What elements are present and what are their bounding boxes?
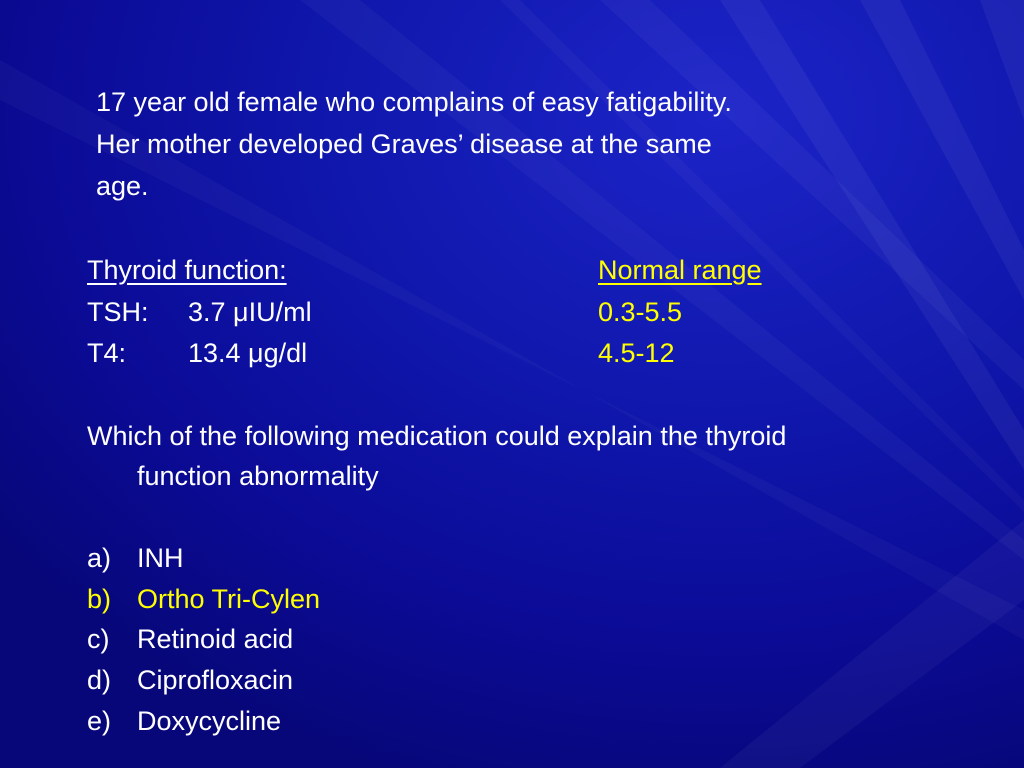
option-c-text: Retinoid acid — [137, 624, 294, 654]
option-a-text: INH — [137, 543, 184, 573]
vignette-line-2: Her mother developed Graves’ disease at the same — [96, 129, 712, 159]
option-b-letter: b) — [87, 584, 112, 614]
t4-normal-range: 4.5-12 — [598, 338, 675, 368]
option-e-letter: e) — [87, 706, 112, 736]
thyroid-function-heading: Thyroid function: — [87, 255, 287, 285]
normal-range-heading: Normal range — [598, 255, 762, 285]
option-d-text: Ciprofloxacin — [137, 665, 294, 695]
tsh-value: 3.7 μIU/ml — [188, 297, 312, 327]
option-a-letter: a) — [87, 543, 112, 573]
option-b-text: Ortho Tri-Cylen — [137, 584, 321, 614]
vignette-line-1: 17 year old female who complains of easy fatigability. — [96, 87, 732, 117]
question-line-1: Which of the following medication could explain the thyroid — [87, 421, 787, 451]
question-line-2: function abnormality — [137, 461, 379, 491]
option-c-letter: c) — [87, 624, 110, 654]
option-d-letter: d) — [87, 665, 112, 695]
tsh-normal-range: 0.3-5.5 — [598, 297, 683, 327]
t4-label: T4: — [87, 338, 127, 368]
t4-value: 13.4 μg/dl — [188, 338, 308, 368]
vignette-line-3: age. — [96, 171, 149, 201]
tsh-label: TSH: — [87, 297, 149, 327]
option-e-text: Doxycycline — [137, 706, 282, 736]
